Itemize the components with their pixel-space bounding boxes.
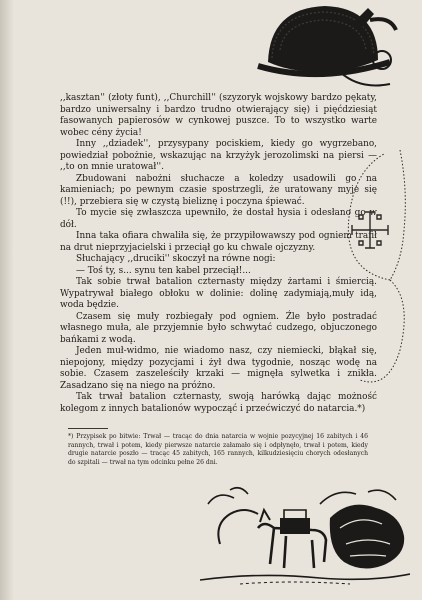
- paragraph: Tak sobie trwał batalion czternasty między żartami i śmiercią. Wypatrywał białego obłoku w dolinie: dolinę zadymiają,muły idą, woda będzie.: [60, 277, 377, 310]
- paragraph: Zbudowani nabożni słuchacze a koledzy usadowili go na kamieniach; po pewnym czasie spostrzegli, że uratowany myje się (!!), przebiera się w czystą bieliznę i poczyna śpiewać.: [60, 173, 377, 207]
- paragraph: Czasem się muły rozbiegały pod ogniem. Źle było postradać własnego muła, ale przyjemnie było schwytać cudzego, objuczonego bańkami z wodą.: [60, 311, 377, 345]
- paragraph: Tak trwał batalion czternasty, swoją harówką dając możność kolegom z innych batalionów wypocząć i przećwiczyć do natarcia.*): [60, 392, 377, 414]
- binding-shadow: [0, 0, 14, 600]
- footnote-rule: [68, 428, 108, 429]
- paragraph: — Toś ty, s... synu ten kabel przeciął!...: [76, 265, 251, 276]
- paragraph: ,,kasztan'' (złoty funt), ,,Churchill'' (szyzoryk wojskowy bardzo pękaty, bardzo uniwersalny i bardzo trudno otwierający się) i pięćdziesiąt fasowanych papierosów w cynkowej puszce. To to wszystko warte wobec cény życia!: [60, 93, 377, 138]
- paragraph: Inny ,,dziadek'', przysypany pociskiem, kiedy go wygrzebano, powiedział pobożnie, wskazując na krzyżyk jerozolimski na piersi — ,,to on mnie uratował''.: [60, 139, 377, 172]
- mule-convoy-illustration: [200, 484, 410, 589]
- helmet-illustration: [250, 0, 400, 92]
- paragraph: To mycie się zwłaszcza upewniło, że dostał hysia i odesłano go w dół.: [60, 208, 377, 230]
- paragraph: Słuchający ,,druciki'' skoczył na równe nogi:: [76, 254, 276, 264]
- jerusalem-cross-necklace: [330, 150, 418, 400]
- footnote: *) Przypisek po bitwie: Trwał — tracąc do dnia natarcia w wojnie pozycyjnej 16 zabitych i 46 rannych, trwał i potem, kiedy pierwsze natarcie załamało się i odpłynęło, trwał i potem, kiedy drugie natarcie poszło — tracąc 45 zabitych, 165 rannych, kilkudziesięciu chorych odesłanych do szpitali — trwał na tym odcinku pełne 26 dni.: [68, 433, 368, 467]
- paragraph: Inna taka ofiara chwaliła się, że przypiłowawszy pod ogniem trafił na drut nieprzyjacielski i przeciął go ku chwale ojczyzny.: [60, 231, 377, 253]
- paragraph: Jeden muł-widmo, nie wiadomo nasz, czy niemiecki, błąkał się, niepojony, między pozycjami i żył dwa tygodnie, nosząc wodę na sobie. Czasem zaszeleściły krzaki — mignęła sylwetka i znikła. Zasadzano się na niego na próżno.: [60, 346, 377, 391]
